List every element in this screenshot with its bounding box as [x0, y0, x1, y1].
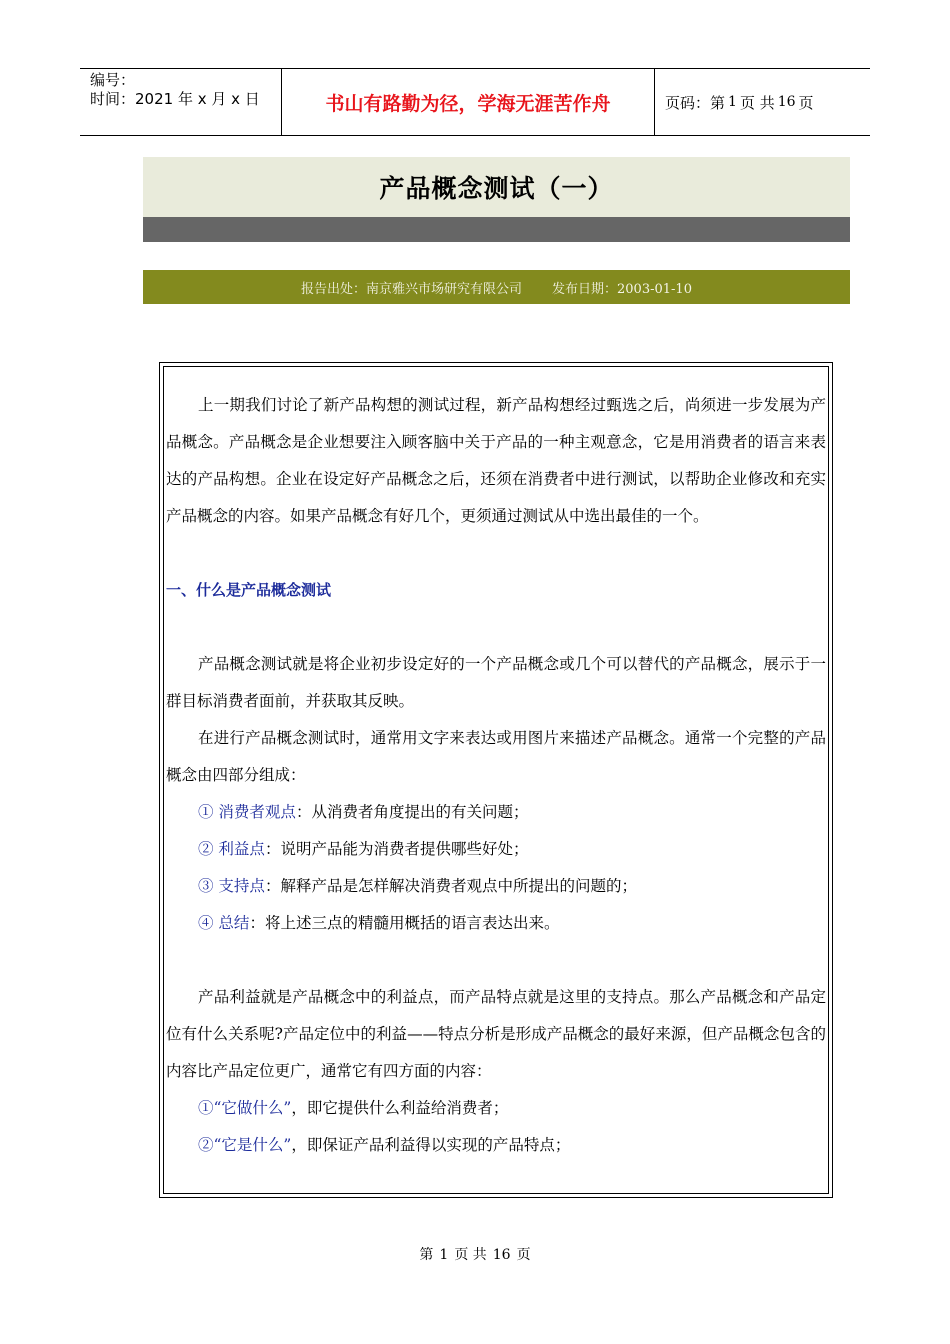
list-item	[166, 1090, 826, 1127]
page-footer	[0, 1244, 950, 1264]
page-label-mid: 页 共	[739, 93, 775, 112]
title-divider-bar	[143, 217, 850, 242]
content-frame	[159, 362, 833, 1198]
body-paragraph: 在进行产品概念测试时，通常用文字来表达或用图片来描述产品概念。通常一个完整的产品概念由四部分组成：	[166, 729, 826, 784]
doc-time-label: 时间：2021 年 x 月 x 日	[90, 90, 260, 108]
page-label-suffix: 页	[798, 93, 814, 112]
footer-prefix: 第	[419, 1247, 434, 1263]
title-band	[143, 157, 850, 217]
footer-mid: 页 共	[454, 1247, 487, 1263]
list-item-text: ：解释产品是怎样解决消费者观点中所提出的问题的；	[264, 877, 637, 895]
list-item	[166, 905, 826, 942]
intro-paragraph: 上一期我们讨论了新产品构想的测试过程，新产品构想经过甄选之后，尚须进一步发展为产品概念。产品概念是企业想要注入顾客脑中关于产品的一种主观意念，它是用消费者的语言来表达的产品构想。企业在设定好产品概念之后，还须在消费者中进行测试，以帮助企业修改和充实产品概念的内容。如果产品概念有好几个，更须通过测试从中选出最佳的一个。	[166, 396, 826, 525]
list-item	[166, 1127, 826, 1164]
page-number: 1	[728, 94, 737, 110]
doc-number-label: 编号：	[90, 71, 136, 89]
list-item	[166, 794, 826, 831]
list-item-text: ：从消费者角度提出的有关问题；	[295, 803, 529, 821]
section-heading: 一、什么是产品概念测试	[166, 581, 332, 599]
list-item-text: ，即保证产品利益得以实现的产品特点；	[291, 1136, 571, 1154]
list-item-label: ② 利益点	[198, 840, 265, 858]
report-date: 发布日期：2003-01-10	[552, 281, 692, 297]
header-meta	[80, 69, 282, 135]
list-item	[166, 831, 826, 868]
page-title: 产品概念测试（一）	[379, 174, 614, 203]
document-header	[80, 68, 870, 136]
list-item-label: ②“它是什么”	[198, 1136, 292, 1154]
footer-page-total: 16	[492, 1247, 511, 1263]
list-item-text: ，即它提供什么利益给消费者；	[291, 1099, 509, 1117]
content-body	[163, 366, 829, 1194]
footer-suffix: 页	[516, 1247, 531, 1263]
list-item-label: ③ 支持点	[198, 877, 265, 895]
page-label-prefix: 页码：第	[665, 93, 726, 112]
report-source: 报告出处：南京雅兴市场研究有限公司	[301, 281, 523, 297]
list-item-label: ④ 总结	[198, 914, 250, 932]
list-item-text: ：说明产品能为消费者提供哪些好处；	[264, 840, 529, 858]
list-item-text: ：将上述三点的精髓用概括的语言表达出来。	[249, 914, 560, 932]
list-item-label: ①“它做什么”	[198, 1099, 292, 1117]
body-paragraph: 产品利益就是产品概念中的利益点，而产品特点就是这里的支持点。那么产品概念和产品定位有什么关系呢?产品定位中的利益——特点分析是形成产品概念的最好来源，但产品概念包含的内容比产品定位更广，通常它有四方面的内容：	[166, 988, 826, 1080]
page-total: 16	[777, 94, 796, 110]
header-motto: 书山有路勤为径，学海无涯苦作舟	[282, 69, 655, 135]
report-info-bar	[143, 270, 850, 304]
list-item-label: ① 消费者观点	[198, 803, 296, 821]
footer-page-number: 1	[439, 1247, 449, 1263]
header-page-info	[655, 69, 870, 135]
body-paragraph: 产品概念测试就是将企业初步设定好的一个产品概念或几个可以替代的产品概念，展示于一群目标消费者面前，并获取其反映。	[166, 655, 826, 710]
list-item	[166, 868, 826, 905]
